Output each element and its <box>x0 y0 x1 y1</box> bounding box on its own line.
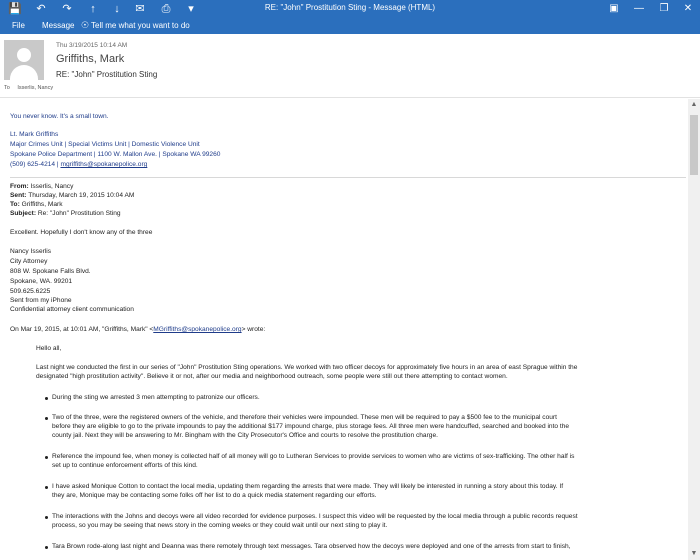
save-icon[interactable]: 💾 <box>8 3 22 15</box>
bullet-dot <box>45 486 48 489</box>
wrote-prefix: On Mar 19, 2015, at 10:01 AM, "Griffiths, Mark" < <box>10 326 154 333</box>
bullet-line: set up to continue enforcement efforts of this kind. <box>52 462 198 469</box>
reply-text: You never know. It's a small town. <box>10 113 109 120</box>
quick-access-dropdown-icon[interactable]: ▾ <box>188 3 194 15</box>
bullet-line: Two of the three, were the registered owners of the vehicle, and therefore their vehicles were impounded. These men will be required to pay a $500 fee to the municipal court <box>52 414 557 421</box>
divider <box>10 177 686 178</box>
wrote-line <box>10 326 265 335</box>
tab-message[interactable]: Message <box>42 21 75 30</box>
sent-value: Thursday, March 19, 2015 10:04 AM <box>26 192 135 199</box>
bullet-line: The interactions with the Johns and decoys were all video recorded for evidence purposes. I suspect this video will be requested by the local media through a public records request <box>52 513 578 520</box>
attorney-sig-line: Confidential attorney client communication <box>10 306 134 313</box>
up-arrow-icon[interactable]: ↑ <box>90 3 96 15</box>
attorney-sig-line: Spokane, WA. 99201 <box>10 278 73 285</box>
bullet-dot <box>45 546 48 549</box>
restore-button[interactable]: ❐ <box>659 3 669 14</box>
bullet-dot <box>45 516 48 519</box>
signature-phone: (509) 625-4214 | <box>10 161 61 168</box>
avatar-body-shape <box>10 65 38 80</box>
bullet-line: before they are eligible to go to the private impounds to pay the additional $177 impound charge, plus storage fees. All three men were handcuffed, searched and booked into the <box>52 423 570 430</box>
mail-icon[interactable]: ✉ <box>135 3 145 15</box>
recipient-name[interactable]: Isserlis, Nancy <box>17 85 54 91</box>
redo-icon[interactable]: ↷ <box>62 3 72 15</box>
print-icon[interactable]: ⎙ <box>161 3 171 15</box>
to-value-quoted: Griffiths, Mark <box>19 201 63 208</box>
sent-label: Sent: <box>10 192 27 199</box>
ribbon-tabs <box>0 18 700 34</box>
bullet-line: During the sting we arrested 3 men attempting to patronize our officers. <box>52 394 260 401</box>
bullet-line: county jail. Next they will be answering to Mr. Bingham with the City Prosecutor's Office and courts to resolve the prostitution charge. <box>52 432 438 439</box>
wrote-email-link[interactable]: MGriffiths@spokanepolice.org <box>153 326 242 333</box>
message-header <box>0 34 700 98</box>
scroll-down-arrow-icon[interactable]: ▼ <box>690 550 698 557</box>
message-date: Thu 3/19/2015 10:14 AM <box>56 42 128 49</box>
from-value: Isserlis, Nancy <box>28 183 74 190</box>
bullet-line: process, so you may be seeing that news story in the coming weeks or they could wait until our next sting to play it. <box>52 522 388 529</box>
bullet-line: they are, Monique may be contacting some folks off her list to do a quick media statement regarding our efforts. <box>52 492 377 499</box>
subject-value: Re: "John" Prostitution Sting <box>36 210 121 217</box>
window-title: RE: "John" Prostitution Sting - Message (HTML) <box>264 3 436 12</box>
avatar-head-shape <box>17 48 31 62</box>
signature-contact <box>10 161 147 170</box>
quoted-subject <box>10 210 121 219</box>
quoted-to <box>10 201 63 210</box>
tab-file[interactable]: File <box>12 21 25 30</box>
signature-department: Spokane Police Department | 1100 W. Mallon Ave. | Spokane WA 99260 <box>10 151 221 158</box>
subject-label: Subject: <box>10 210 37 217</box>
attorney-sig-line: Sent from my iPhone <box>10 297 72 304</box>
down-arrow-icon[interactable]: ↓ <box>114 3 120 15</box>
signature-email-link[interactable]: mgriffiths@spokanepolice.org <box>60 161 148 168</box>
signature-units: Major Crimes Unit | Special Victims Unit | Domestic Violence Unit <box>10 141 200 148</box>
bullet-dot <box>45 417 48 420</box>
avatar <box>4 40 44 80</box>
close-button[interactable]: ✕ <box>683 3 693 14</box>
bullet-line: Reference the impound fee, when money is collected half of all money will go to Lutheran Services to provide services to women who are victims of sex-trafficking. The other half is <box>52 453 575 460</box>
ribbon-display-options-icon[interactable]: ▣ <box>609 3 619 14</box>
to-label-quoted: To: <box>10 201 20 208</box>
bullet-dot <box>45 456 48 459</box>
sender-name[interactable]: Griffiths, Mark <box>56 53 125 65</box>
bullet-line: I have asked Monique Cotton to contact the local media, updating them regarding the arrests that were made. They will likely be interested in running a story about this today. If <box>52 483 564 490</box>
attorney-sig-line: 509.625.6225 <box>10 288 51 295</box>
scroll-up-arrow-icon[interactable]: ▲ <box>690 101 698 108</box>
lightbulb-icon: ☉ <box>81 20 90 30</box>
wrote-suffix: > wrote: <box>241 326 266 333</box>
to-label: To <box>4 85 10 91</box>
quoted-from <box>10 183 73 192</box>
title-bar <box>0 0 700 18</box>
attorney-sig-line: Nancy Isserlis <box>10 248 52 255</box>
tell-me-box[interactable]: Tell me what you want to do <box>91 21 190 30</box>
paragraph-line: designated "high prostitution activity". Believe it or not, after our media and neighborhood outreach, some people were still out there attempting to contact women. <box>36 373 508 380</box>
paragraph-line: Last night we conducted the first in our series of "John" Prostitution Sting operations. We worked with two officer decoys for approximately five hours in an area of east Sprague within the <box>36 364 578 371</box>
bullet-dot <box>45 397 48 400</box>
quoted-body-text: Excellent. Hopefully I don't know any of the three <box>10 229 153 236</box>
message-body <box>0 99 688 560</box>
scroll-thumb[interactable] <box>690 115 698 175</box>
undo-icon[interactable]: ↶ <box>36 3 46 15</box>
signature-name: Lt. Mark Griffiths <box>10 131 59 138</box>
attorney-sig-line: City Attorney <box>10 258 48 265</box>
greeting: Hello all, <box>36 345 62 352</box>
recipient-line <box>4 85 53 91</box>
quoted-sent <box>10 192 134 201</box>
bullet-line: Tara Brown rode-along last night and Deanna was there remotely through text messages. Tara observed how the decoys were deployed and one of the arrests from start to finish, <box>52 543 571 550</box>
minimize-button[interactable]: — <box>634 3 644 14</box>
vertical-scrollbar[interactable] <box>688 99 700 560</box>
from-label: From: <box>10 183 29 190</box>
message-subject: RE: "John" Prostitution Sting <box>56 70 158 79</box>
attorney-sig-line: 808 W. Spokane Falls Blvd. <box>10 268 91 275</box>
